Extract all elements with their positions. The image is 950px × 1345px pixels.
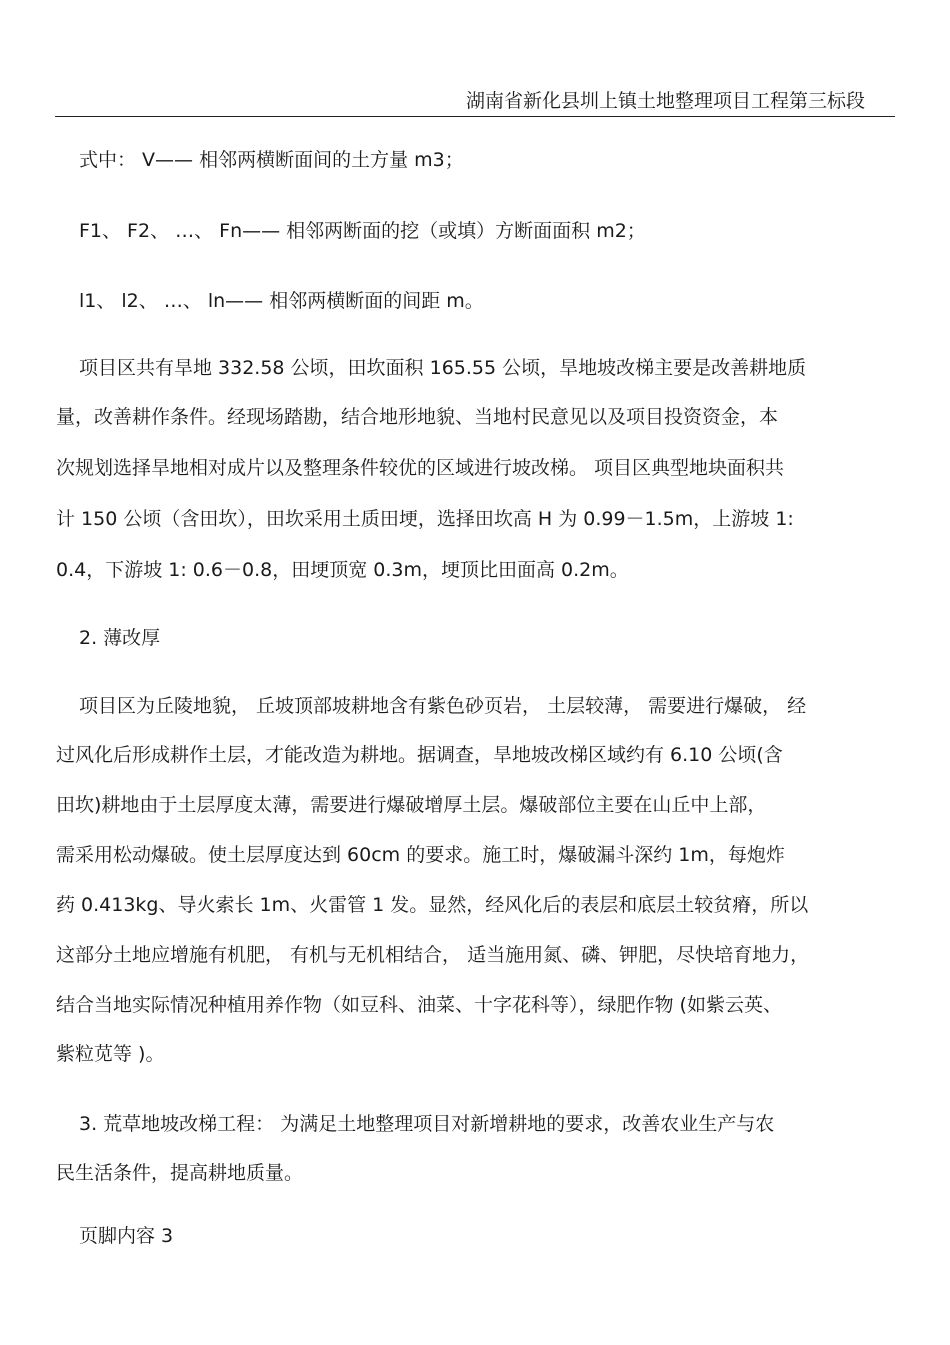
paragraph-line: 药 0.413kg、导火索长 1m、火雷管 1 发。显然，经风化后的表层和底层土较贫瘠，所以 xyxy=(56,894,809,916)
paragraph-line: 项目区共有旱地 332.58 公顷，田坎面积 165.55 公顷，旱地坡改梯主要是改善耕地质 xyxy=(79,357,807,379)
paragraph-line: 需采用松动爆破。使土层厚度达到 60cm 的要求。施工时，爆破漏斗深约 1m，每炮炸 xyxy=(56,844,785,866)
formula-v-definition: 式中： V—— 相邻两横断面间的土方量 m3； xyxy=(79,149,464,171)
page-header xyxy=(55,88,895,117)
paragraph-line: 次规划选择旱地相对成片以及整理条件较优的区域进行坡改梯。 项目区典型地块面积共 xyxy=(56,457,785,479)
header-title: 湖南省新化县圳上镇土地整理项目工程第三标段 xyxy=(465,90,865,112)
paragraph-line: 计 150 公顷（含田坎），田坎采用土质田埂，选择田坎高 H 为 0.99－1.5m，上游坡 1: xyxy=(56,508,794,530)
paragraph-line: 结合当地实际情况种植用养作物（如豆科、油菜、十字花科等），绿肥作物 (如紫云英、 xyxy=(56,994,782,1016)
section-heading: 3. 荒草地坡改梯工程： 为满足土地整理项目对新增耕地的要求，改善农业生产与农 xyxy=(79,1113,775,1135)
paragraph-line: 田坎)耕地由于土层厚度太薄，需要进行爆破增厚土层。爆破部位主要在山丘中上部， xyxy=(56,794,767,816)
paragraph-line: 量，改善耕作条件。经现场踏勘，结合地形地貌、当地村民意见以及项目投资资金，本 xyxy=(56,406,779,428)
formula-f-definition: F1、 F2、 …、 Fn—— 相邻两断面的挖（或填）方断面面积 m2； xyxy=(79,220,646,242)
formula-l-definition: l1、 l2、 …、 ln—— 相邻两横断面的间距 m。 xyxy=(79,290,484,312)
paragraph-line: 项目区为丘陵地貌， 丘坡顶部坡耕地含有紫色砂页岩， 土层较薄， 需要进行爆破， 经 xyxy=(79,695,807,717)
paragraph-line: 民生活条件，提高耕地质量。 xyxy=(56,1162,304,1184)
paragraph-line: 过风化后形成耕作土层，才能改造为耕地。据调查，旱地坡改梯区域约有 6.10 公顷(含 xyxy=(56,744,783,766)
page-footer: 页脚内容 3 xyxy=(79,1225,174,1247)
paragraph-line: 紫粒苋等 )。 xyxy=(56,1043,165,1065)
paragraph-line: 0.4，下游坡 1: 0.6－0.8，田埂顶宽 0.3m，埂顶比田面高 0.2m。 xyxy=(56,559,629,581)
section-heading: 2. 薄改厚 xyxy=(79,627,161,649)
paragraph-line: 这部分土地应增施有机肥， 有机与无机相结合， 适当施用氮、磷、钾肥，尽快培育地力， xyxy=(56,944,810,966)
